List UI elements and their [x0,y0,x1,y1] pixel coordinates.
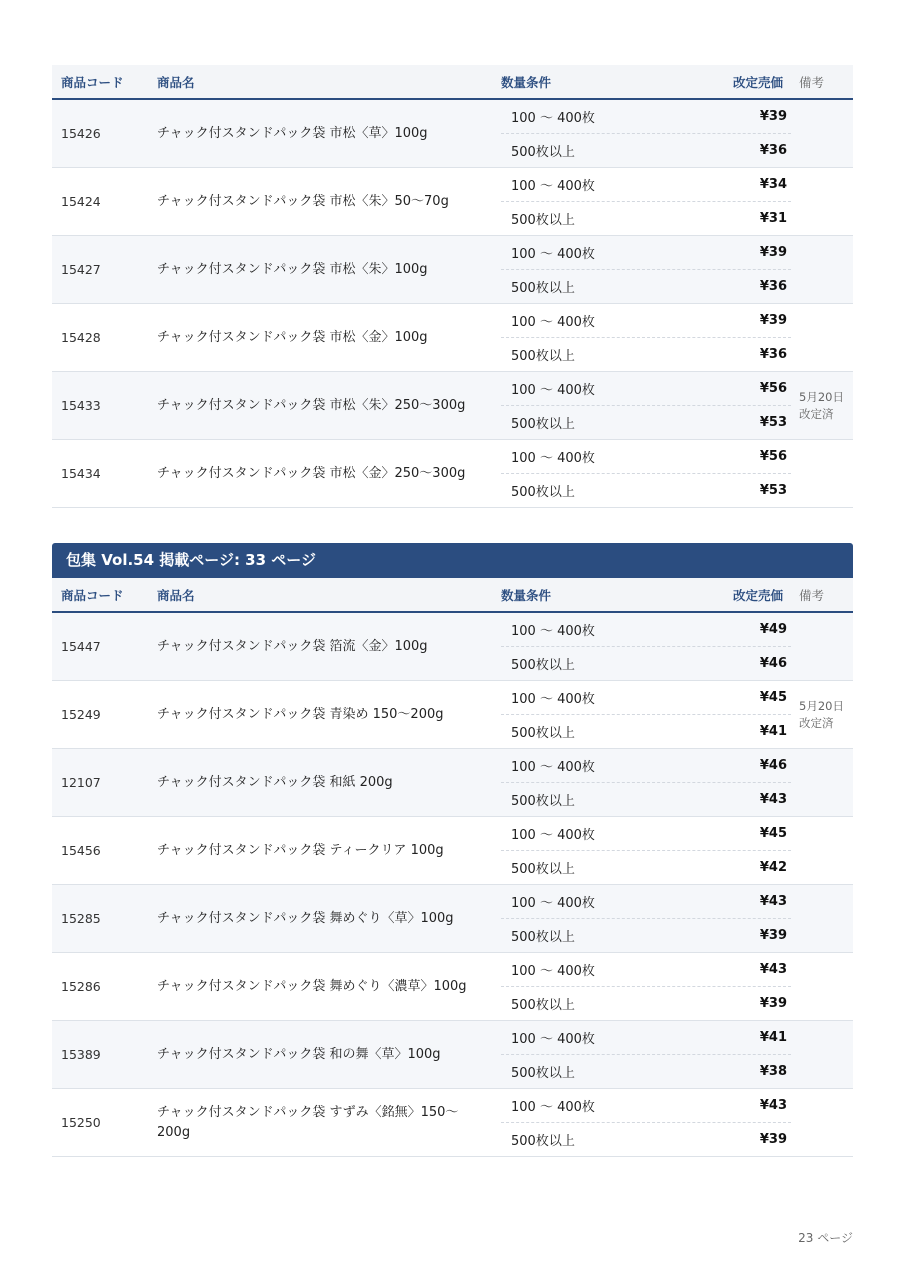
tier-price: ¥53 [759,415,787,430]
tier-price: ¥42 [759,860,787,875]
price-table-1 [52,65,853,508]
remarks [791,236,853,303]
product-name: チャック付スタンドパック袋 舞めぐり〈草〉100g [157,910,454,926]
product-code: 15433 [61,398,101,413]
tier-price: ¥39 [759,313,787,328]
tier-row [501,304,791,338]
tier-price: ¥39 [759,996,787,1011]
remarks: 5月20日 改定済 [799,389,844,421]
tier-condition: 500枚以上 [511,658,575,673]
product-name: チャック付スタンドパック袋 市松〈草〉100g [157,125,428,141]
tier-price: ¥34 [759,177,787,192]
tier-price: ¥39 [759,1132,787,1147]
tier-price: ¥36 [759,279,787,294]
tier-price: ¥43 [759,894,787,909]
product-name: チャック付スタンドパック袋 和紙 200g [157,774,393,790]
remarks [791,1089,853,1156]
tier-row [501,851,791,884]
quantity-tiers [501,681,791,748]
table-row [52,613,853,681]
tier-row [501,783,791,816]
tier-condition: 500枚以上 [511,417,575,432]
remarks [791,953,853,1020]
table-row [52,168,853,236]
product-code: 15434 [61,466,101,481]
tier-condition: 100 〜 400枚 [511,1032,595,1047]
tier-condition: 100 〜 400枚 [511,896,595,911]
header-name: 商品名 [157,74,195,90]
tier-price: ¥56 [759,449,787,464]
tier-price: ¥39 [759,928,787,943]
tier-row [501,202,791,235]
product-code: 15389 [61,1047,101,1062]
tier-row [501,919,791,952]
tier-price: ¥39 [759,245,787,260]
tier-row [501,236,791,270]
remarks [791,168,853,235]
remarks [791,1021,853,1088]
table-row [52,953,853,1021]
product-code: 15249 [61,707,101,722]
product-name: チャック付スタンドパック袋 箔流〈金〉100g [157,638,428,654]
tier-price: ¥36 [759,347,787,362]
table-row [52,1089,853,1157]
product-code: 15285 [61,911,101,926]
tier-condition: 500枚以上 [511,1134,575,1149]
tier-row [501,134,791,167]
table-row [52,681,853,749]
product-name: チャック付スタンドパック袋 すずみ〈銘無〉150〜200g [157,1105,459,1140]
quantity-tiers [501,749,791,816]
product-code: 15424 [61,194,101,209]
header-code: 商品コード [61,587,124,603]
tier-price: ¥49 [759,622,787,637]
table-body [52,613,853,1157]
header-qty: 数量条件 [501,587,552,603]
table-body [52,100,853,508]
remarks [791,613,853,680]
table-row [52,372,853,440]
tier-row [501,987,791,1020]
product-name: チャック付スタンドパック袋 市松〈金〉250〜300g [157,465,466,481]
tier-row [501,1055,791,1088]
tier-price: ¥46 [759,656,787,671]
product-code: 15428 [61,330,101,345]
tier-condition: 500枚以上 [511,213,575,228]
tier-row [501,681,791,715]
tier-price: ¥38 [759,1064,787,1079]
table-row [52,817,853,885]
header-qty: 数量条件 [501,74,552,90]
table-row [52,440,853,508]
product-name: チャック付スタンドパック袋 市松〈朱〉250〜300g [157,397,466,413]
quantity-tiers [501,236,791,303]
tier-condition: 100 〜 400枚 [511,315,595,330]
tier-row [501,749,791,783]
quantity-tiers [501,885,791,952]
tier-row [501,1089,791,1123]
table-row [52,236,853,304]
tier-row [501,1021,791,1055]
tier-condition: 500枚以上 [511,726,575,741]
product-code: 15250 [61,1115,101,1130]
product-code: 15456 [61,843,101,858]
quantity-tiers [501,168,791,235]
tier-price: ¥53 [759,483,787,498]
product-code: 15426 [61,126,101,141]
tier-condition: 500枚以上 [511,485,575,500]
tier-condition: 500枚以上 [511,349,575,364]
tier-condition: 100 〜 400枚 [511,383,595,398]
remarks: 5月20日 改定済 [799,698,844,730]
quantity-tiers [501,440,791,507]
tier-row [501,440,791,474]
product-code: 12107 [61,775,101,790]
tier-condition: 500枚以上 [511,794,575,809]
product-name: チャック付スタンドパック袋 和の舞〈草〉100g [157,1046,441,1062]
tier-condition: 100 〜 400枚 [511,692,595,707]
quantity-tiers [501,304,791,371]
tier-row [501,338,791,371]
quantity-tiers [501,613,791,680]
tier-price: ¥46 [759,758,787,773]
tier-row [501,168,791,202]
tier-condition: 500枚以上 [511,930,575,945]
header-note: 備考 [799,74,825,90]
tier-price: ¥41 [759,724,787,739]
tier-price: ¥36 [759,143,787,158]
product-code: 15427 [61,262,101,277]
header-price: 改定売価 [732,587,783,603]
tier-condition: 500枚以上 [511,998,575,1013]
tier-row [501,372,791,406]
page-number: 23 ページ [798,1231,853,1245]
remarks [791,440,853,507]
table-row [52,885,853,953]
quantity-tiers [501,372,791,439]
table-row [52,749,853,817]
tier-row [501,885,791,919]
product-code: 15286 [61,979,101,994]
header-code: 商品コード [61,74,124,90]
table-row [52,100,853,168]
product-name: チャック付スタンドパック袋 市松〈金〉100g [157,329,428,345]
product-name: チャック付スタンドパック袋 市松〈朱〉100g [157,261,428,277]
tier-condition: 500枚以上 [511,145,575,160]
tier-price: ¥45 [759,690,787,705]
quantity-tiers [501,1021,791,1088]
product-name: チャック付スタンドパック袋 青染め 150〜200g [157,706,444,722]
product-name: チャック付スタンドパック袋 ティークリア 100g [157,842,444,858]
table-row [52,1021,853,1089]
remarks [791,885,853,952]
tier-condition: 500枚以上 [511,281,575,296]
tier-row [501,406,791,439]
tier-row [501,474,791,507]
product-name: チャック付スタンドパック袋 市松〈朱〉50〜70g [157,193,449,209]
tier-condition: 500枚以上 [511,1066,575,1081]
tier-price: ¥41 [759,1030,787,1045]
tier-condition: 500枚以上 [511,862,575,877]
quantity-tiers [501,100,791,167]
header-name: 商品名 [157,587,195,603]
tier-price: ¥56 [759,381,787,396]
tier-row [501,1123,791,1156]
tier-price: ¥43 [759,1098,787,1113]
catalog-section [52,543,853,1157]
tier-condition: 100 〜 400枚 [511,624,595,639]
remarks [791,749,853,816]
table-row [52,304,853,372]
quantity-tiers [501,1089,791,1156]
remarks [791,304,853,371]
tier-condition: 100 〜 400枚 [511,964,595,979]
quantity-tiers [501,953,791,1020]
tier-condition: 100 〜 400枚 [511,451,595,466]
tier-row [501,100,791,134]
tier-condition: 100 〜 400枚 [511,1100,595,1115]
quantity-tiers [501,817,791,884]
table-header [52,578,853,613]
tier-price: ¥31 [759,211,787,226]
tier-row [501,715,791,748]
tier-row [501,647,791,680]
tier-price: ¥43 [759,962,787,977]
remarks [791,817,853,884]
tier-row [501,817,791,851]
tier-price: ¥45 [759,826,787,841]
tier-row [501,613,791,647]
tier-condition: 100 〜 400枚 [511,179,595,194]
section-title: 包集 Vol.54 掲載ページ: 33 ページ [52,543,853,578]
product-code: 15447 [61,639,101,654]
tier-row [501,270,791,303]
tier-condition: 100 〜 400枚 [511,760,595,775]
remarks [791,100,853,167]
tier-row [501,953,791,987]
table-header [52,65,853,100]
tier-price: ¥43 [759,792,787,807]
tier-condition: 100 〜 400枚 [511,247,595,262]
product-name: チャック付スタンドパック袋 舞めぐり〈濃草〉100g [157,978,467,994]
header-note: 備考 [799,587,825,603]
tier-condition: 100 〜 400枚 [511,828,595,843]
tier-price: ¥39 [759,109,787,124]
header-price: 改定売価 [732,74,783,90]
tier-condition: 100 〜 400枚 [511,111,595,126]
